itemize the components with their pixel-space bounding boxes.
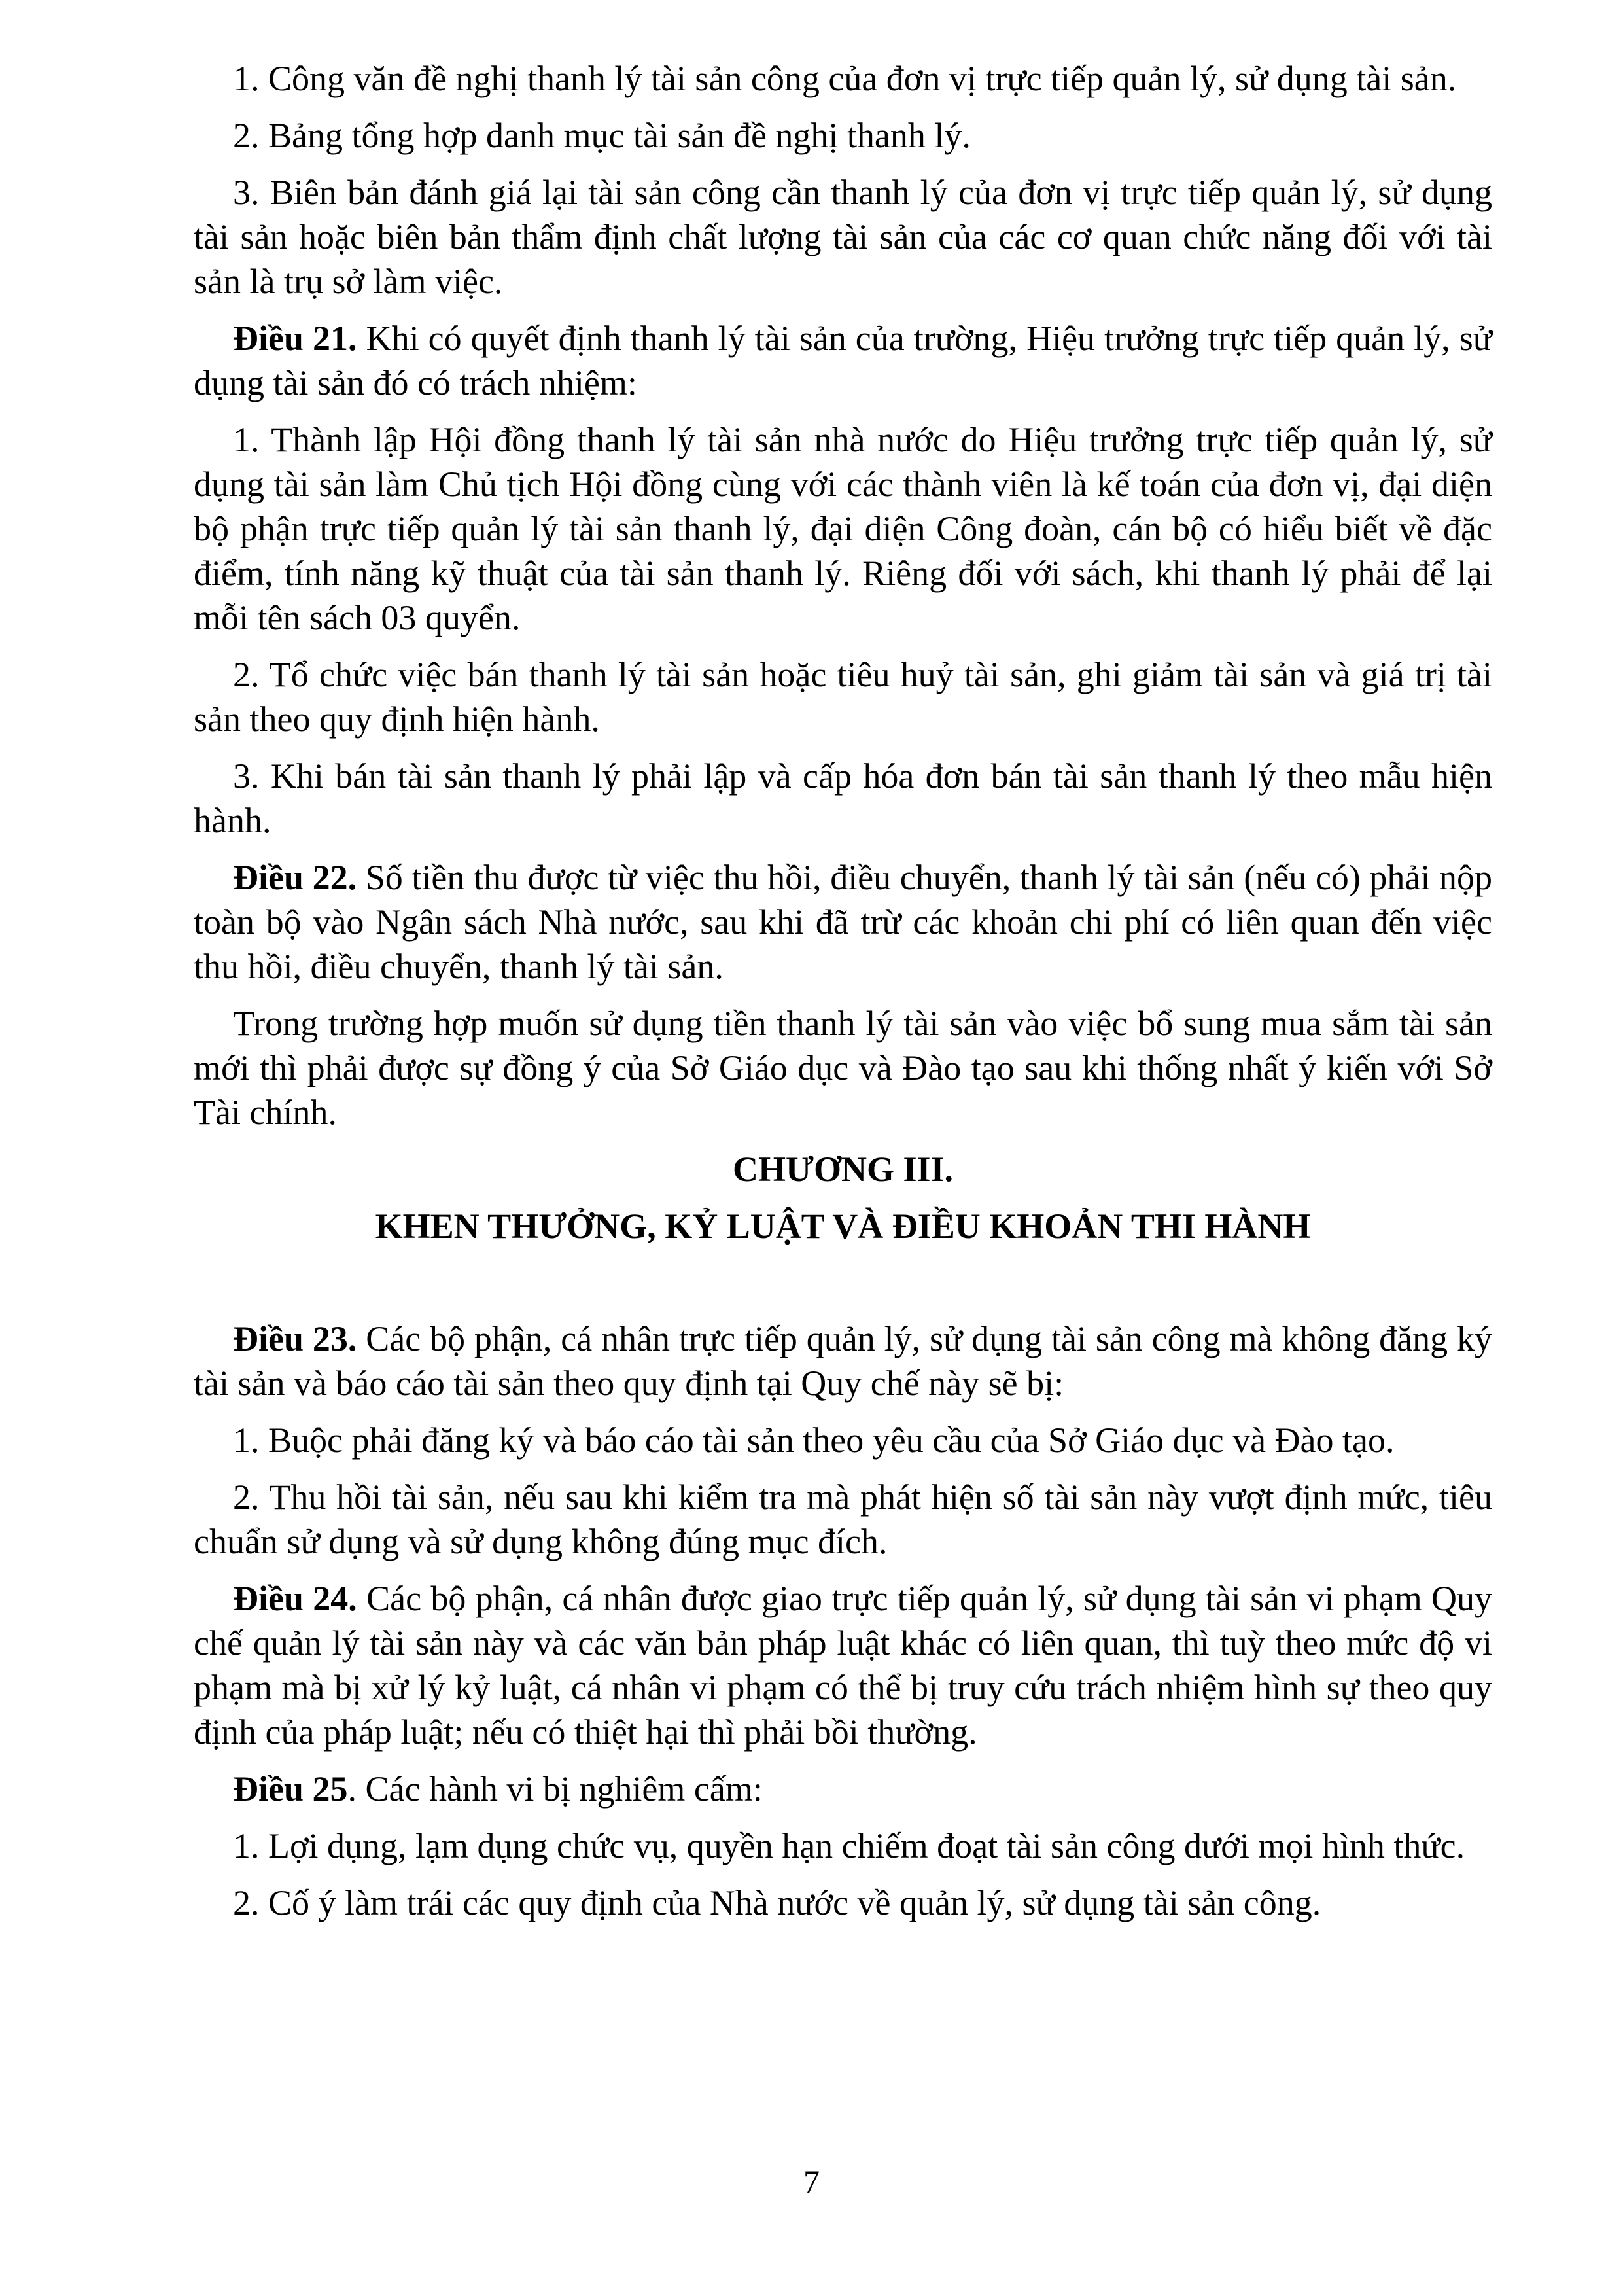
paragraph-text: 2. Bảng tổng hợp danh mục tài sản đề nghị thanh lý. [233,116,971,155]
paragraph-text: Các bộ phận, cá nhân trực tiếp quản lý, sử dụng tài sản công mà không đăng ký tài sản và báo cáo tài sản theo quy định tại Quy chế này sẽ bị: [194,1319,1493,1403]
section-spacer [194,1248,1492,1316]
paragraph-text: Số tiền thu được từ việc thu hồi, điều chuyển, thanh lý tài sản (nếu có) phải nộp toàn bộ vào Ngân sách Nhà nước, sau khi đã trừ các khoản chi phí có liên quan đến việc thu hồi, điều chuyển, thanh lý tài sản. [194,858,1492,986]
paragraph-text: 1. Buộc phải đăng ký và báo cáo tài sản theo yêu cầu của Sở Giáo dục và Đào tạo. [233,1421,1395,1460]
paragraph [194,417,1492,640]
paragraph [194,1767,1492,1811]
paragraph [194,1576,1492,1754]
chapter-title: KHEN THƯỞNG, KỶ LUẬT VÀ ĐIỀU KHOẢN THI HÀNH [375,1207,1311,1246]
paragraph [194,1881,1492,1925]
paragraph-text: Trong trường hợp muốn sử dụng tiền thanh lý tài sản vào việc bổ sung mua sắm tài sản mới thì phải được sự đồng ý của Sở Giáo dục và Đào tạo sau khi thống nhất ý kiến với Sở Tài chính. [194,1004,1492,1132]
paragraph-text: 1. Thành lập Hội đồng thanh lý tài sản nhà nước do Hiệu trưởng trực tiếp quản lý, sử dụng tài sản làm Chủ tịch Hội đồng cùng với các thành viên là kế toán của đơn vị, đại diện bộ phận trực tiếp quản lý tài sản thanh lý, đại diện Công đoàn, cán bộ có hiểu biết về đặc điểm, tính năng kỹ thuật của tài sản thanh lý. Riêng đối với sách, khi thanh lý phải để lại mỗi tên sách 03 quyển. [194,420,1492,637]
paragraph [194,855,1492,989]
paragraph [194,113,1492,158]
paragraph-text: 2. Cố ý làm trái các quy định của Nhà nước về quản lý, sử dụng tài sản công. [233,1883,1321,1922]
page-number: 7 [803,2163,820,2200]
paragraph [194,1001,1492,1135]
paragraph [194,170,1492,304]
document-body [194,56,1492,1937]
paragraph-text: 2. Thu hồi tài sản, nếu sau khi kiểm tra mà phát hiện số tài sản này vượt định mức, tiêu chuẩn sử dụng và sử dụng không đúng mục đích. [194,1477,1492,1561]
paragraph-text: 3. Khi bán tài sản thanh lý phải lập và cấp hóa đơn bán tài sản thanh lý theo mẫu hiện hành. [194,756,1492,840]
paragraph-text: 3. Biên bản đánh giá lại tài sản công cần thanh lý của đơn vị trực tiếp quản lý, sử dụng tài sản hoặc biên bản thẩm định chất lượng tài sản của các cơ quan chức năng đối với tài sản là trụ sở làm việc. [194,173,1492,301]
paragraph [194,316,1492,405]
paragraph-text: Khi có quyết định thanh lý tài sản của trường, Hiệu trưởng trực tiếp quản lý, sử dụng tài sản đó có trách nhiệm: [194,319,1493,402]
paragraph-text: 2. Tổ chức việc bán thanh lý tài sản hoặc tiêu huỷ tài sản, ghi giảm tài sản và giá trị tài sản theo quy định hiện hành. [194,655,1492,739]
paragraph [194,1418,1492,1462]
paragraph-text: . Các hành vi bị nghiêm cấm: [347,1769,763,1809]
article-label: Điều 21. [233,319,357,358]
paragraph-text: 1. Công văn đề nghị thanh lý tài sản công của đơn vị trực tiếp quản lý, sử dụng tài sản. [233,59,1457,98]
articles-section-after [194,1316,1492,1925]
article-label: Điều 25 [233,1769,348,1809]
paragraph [194,1316,1492,1405]
article-label: Điều 23. [233,1319,357,1358]
chapter-heading: CHƯƠNG III. [732,1150,954,1189]
paragraph-text: Các bộ phận, cá nhân được giao trực tiếp quản lý, sử dụng tài sản vi phạm Quy chế quản lý tài sản này và các văn bản pháp luật khác có liên quan, thì tuỳ theo mức độ vi phạm mà bị xử lý kỷ luật, cá nhân vi phạm có thể bị truy cứu trách nhiệm hình sự theo quy định của pháp luật; nếu có thiệt hại thì phải bồi thường. [194,1579,1492,1752]
paragraph [194,56,1492,101]
paragraph [194,1824,1492,1868]
article-label: Điều 24. [233,1579,357,1618]
articles-section-before [194,56,1492,1135]
article-label: Điều 22. [233,858,357,897]
paragraph [194,652,1492,741]
paragraph [194,1475,1492,1564]
paragraph [194,754,1492,843]
paragraph-text: 1. Lợi dụng, lạm dụng chức vụ, quyền hạn chiếm đoạt tài sản công dưới mọi hình thức. [233,1826,1465,1865]
